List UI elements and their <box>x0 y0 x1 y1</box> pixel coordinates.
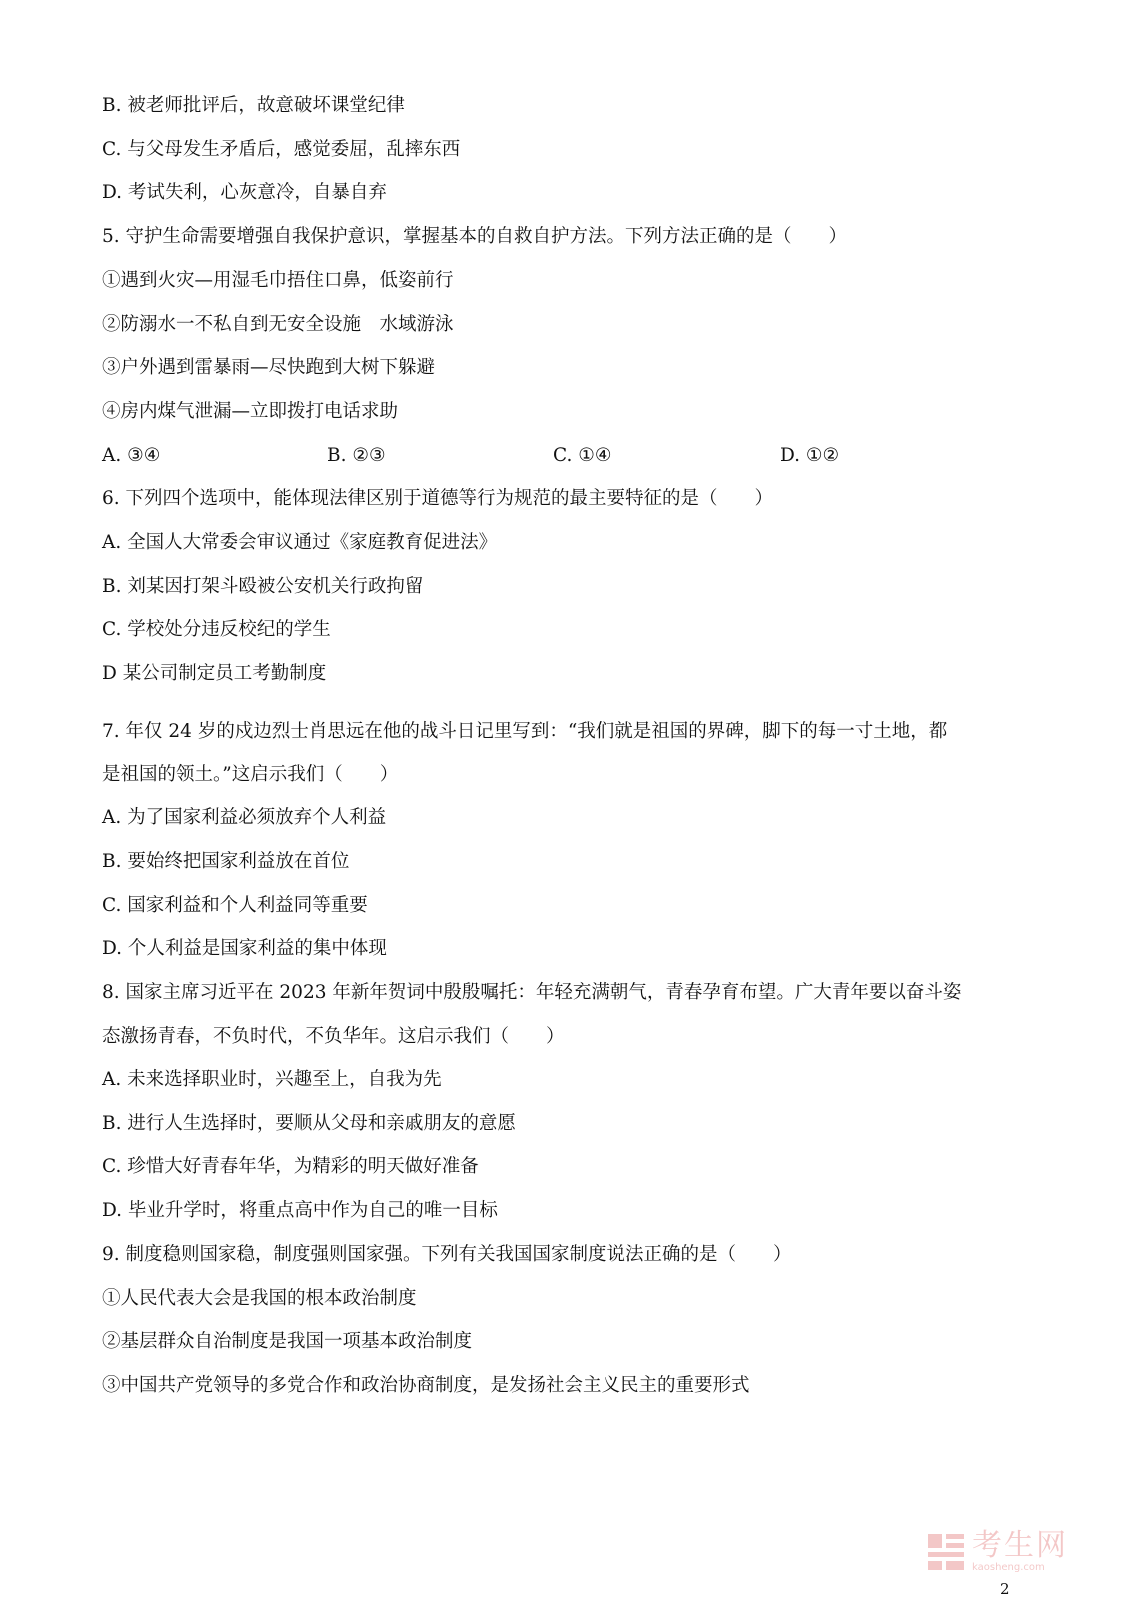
q6-option-d: D 某公司制定员工考勤制度 <box>102 663 327 684</box>
q5-stem: 5. 守护生命需要增强自我保护意识，掌握基本的自救自护方法。下列方法正确的是（ ） <box>102 226 848 247</box>
q8-option-a: A. 未来选择职业时，兴趣至上，自我为先 <box>102 1069 442 1090</box>
q5-item-4: ④房内煤气泄漏—立即拨打电话求助 <box>102 401 399 422</box>
watermark-name: 考生网 <box>972 1528 1068 1563</box>
q7-option-a: A. 为了国家利益必须放弃个人利益 <box>102 807 387 828</box>
q7-stem-line-1: 7. 年仅 24 岁的戍边烈士肖思远在他的战斗日记里写到：“我们就是祖国的界碑，脚下的每一寸土地，都 <box>102 721 948 742</box>
q9-item-2: ②基层群众自治制度是我国一项基本政治制度 <box>102 1331 473 1352</box>
q4-option-c: C. 与父母发生矛盾后，感觉委屈，乱摔东西 <box>102 139 461 160</box>
q5-item-2: ②防溺水一不私自到无安全设施 水域游泳 <box>102 314 454 335</box>
q5-choice-d: D. ①② <box>780 445 840 466</box>
kaosheng-logo-icon <box>926 1532 966 1572</box>
q5-choice-a: A. ③④ <box>102 445 161 466</box>
q5-choice-b: B. ②③ <box>327 445 386 466</box>
q6-option-a: A. 全国人大常委会审议通过《家庭教育促进法》 <box>102 532 498 553</box>
q4-option-b: B. 被老师批评后，故意破坏课堂纪律 <box>102 95 405 116</box>
watermark <box>926 1530 1096 1574</box>
q8-stem-line-1: 8. 国家主席习近平在 2023 年新年贺词中殷殷嘱托：年轻充满朝气，青春孕育布望。广大青年要以奋斗姿 <box>102 982 962 1003</box>
q8-option-d: D. 毕业升学时，将重点高中作为自己的唯一目标 <box>102 1200 498 1221</box>
q9-item-3: ③中国共产党领导的多党合作和政治协商制度，是发扬社会主义民主的重要形式 <box>102 1375 750 1396</box>
q5-item-3: ③户外遇到雷暴雨—尽快跑到大树下躲避 <box>102 357 436 378</box>
q7-stem-line-2: 是祖国的领土。”这启示我们（ ） <box>102 764 399 785</box>
q5-item-1: ①遇到火灾—用湿毛巾捂住口鼻，低姿前行 <box>102 270 454 291</box>
q7-option-d: D. 个人利益是国家利益的集中体现 <box>102 938 387 959</box>
q9-item-1: ①人民代表大会是我国的根本政治制度 <box>102 1288 417 1309</box>
q5-choice-c: C. ①④ <box>553 445 612 466</box>
q8-option-c: C. 珍惜大好青春年华，为精彩的明天做好准备 <box>102 1156 479 1177</box>
q6-option-c: C. 学校处分违反校纪的学生 <box>102 619 331 640</box>
q9-stem: 9. 制度稳则国家稳，制度强则国家强。下列有关我国国家制度说法正确的是（ ） <box>102 1244 792 1265</box>
q6-option-b: B. 刘某因打架斗殴被公安机关行政拘留 <box>102 576 424 597</box>
watermark-url: kaosheng.com <box>972 1562 1045 1573</box>
page-number: 2 <box>1000 1580 1010 1598</box>
q8-stem-line-2: 态激扬青春，不负时代，不负华年。这启示我们（ ） <box>102 1026 565 1047</box>
q4-option-d: D. 考试失利，心灰意冷，自暴自弃 <box>102 182 387 203</box>
q7-option-b: B. 要始终把国家利益放在首位 <box>102 851 350 872</box>
q6-stem: 6. 下列四个选项中，能体现法律区别于道德等行为规范的最主要特征的是（ ） <box>102 488 774 509</box>
q7-option-c: C. 国家利益和个人利益同等重要 <box>102 895 368 916</box>
q8-option-b: B. 进行人生选择时，要顺从父母和亲戚朋友的意愿 <box>102 1113 516 1134</box>
